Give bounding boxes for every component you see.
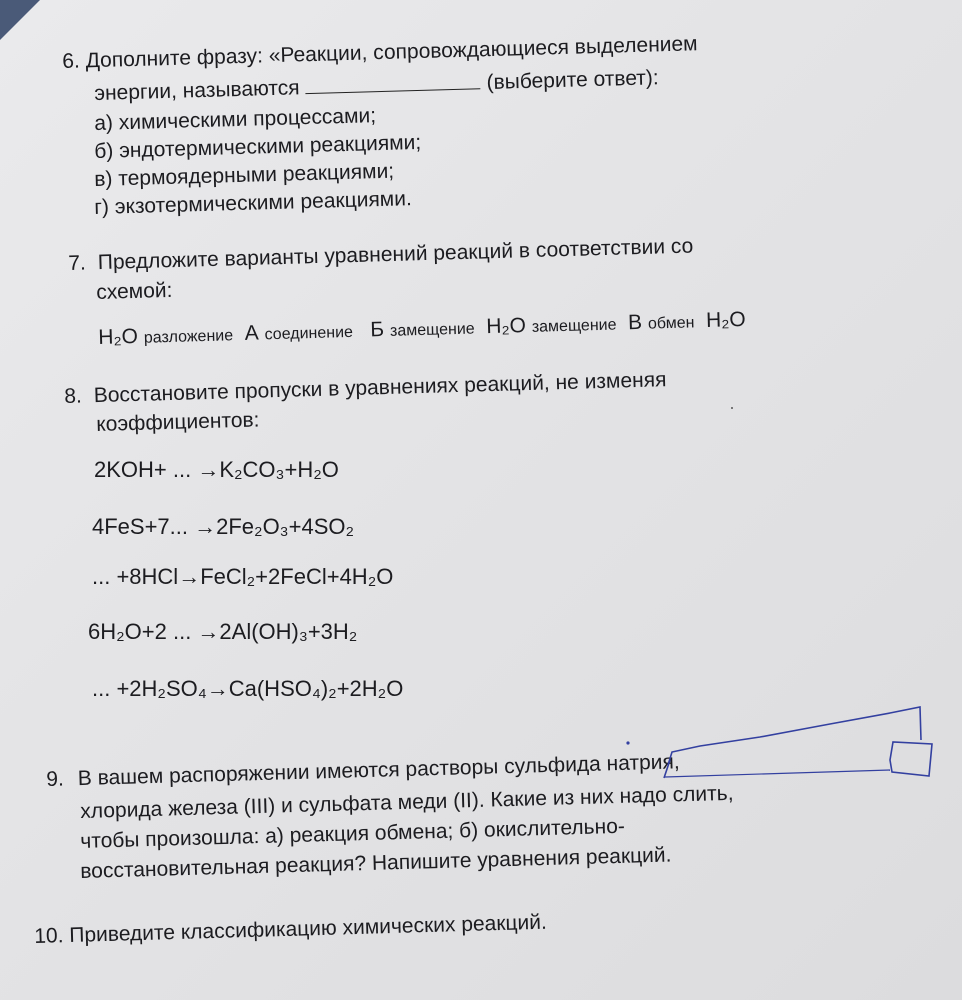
q9-number: 9. xyxy=(46,767,65,791)
q6-text-line1: Дополните фразу: «Реакции, сопровождающиеся выделением xyxy=(85,32,698,73)
scheme-a: А xyxy=(244,321,260,345)
q7-number: 7. xyxy=(68,251,87,275)
scheme-h2o-1: H₂O xyxy=(98,324,139,349)
scheme-substitution-1: замещение xyxy=(389,320,475,340)
q8-equation-4: 6H₂O+2 ... →2Al(OH)₃+3H₂ xyxy=(88,619,358,644)
q6-option-b: б) эндотермическими реакциями; xyxy=(94,130,422,163)
q6-number: 6. xyxy=(62,49,81,73)
q8-equation-2: 4FeS+7... →2Fe₂O₃+4SO₂ xyxy=(92,514,355,539)
q8-text-line2: коэффициентов: xyxy=(96,408,260,436)
scheme-combination: соединение xyxy=(264,323,354,344)
q8-equation-1: 2KOH+ ... →K₂CO₃+H₂O xyxy=(94,457,339,482)
q6-option-c: в) термоядерными реакциями; xyxy=(94,159,395,191)
scheme-h2o-3: H₂O xyxy=(705,307,747,333)
q6-text-line2-start: энергии, называются xyxy=(94,76,300,105)
scheme-decomposition: разложение xyxy=(143,327,234,347)
q10-number: 10. xyxy=(34,924,64,948)
q9-text-line3: чтобы произошла: а) реакция обмена; б) окислительно- xyxy=(80,814,626,853)
q9-text-line2: хлорида железа (III) и сульфата меди (II). Какие из них надо слить, xyxy=(80,781,734,823)
scheme-h2o-2: H₂O xyxy=(485,314,527,339)
scheme-b: Б xyxy=(370,318,385,342)
q10-text: Приведите классификацию химических реакций. xyxy=(69,910,548,948)
q7-text-line1: Предложите варианты уравнений реакций в соответствии со xyxy=(97,234,694,275)
q8-equation-5: ... +2H₂SO₄→Ca(HSO₄)₂+2H₂O xyxy=(92,676,404,701)
q6-option-d: г) экзотермическими реакциями. xyxy=(94,187,413,219)
q7-text-line2: схемой: xyxy=(96,278,173,304)
q6-text-line2-end: (выберите ответ): xyxy=(486,66,660,95)
scheme-exchange: обмен xyxy=(647,314,695,333)
q9-text-line1: В вашем распоряжении имеются растворы сульфида натрия, xyxy=(77,750,680,791)
scheme-v: В xyxy=(627,310,643,335)
q9-text-line4: восстановительная реакция? Напишите уравнения реакций. xyxy=(80,843,672,883)
q8-number: 8. xyxy=(64,384,83,408)
q8-text-line1: Восстановите пропуски в уравнениях реакций, не изменяя xyxy=(93,368,667,408)
scheme-substitution-2: замещение xyxy=(531,316,617,336)
q8-equation-3: ... +8HCl→FeCl₂+2FeCl+4H₂O xyxy=(92,564,394,589)
q6-option-a: а) химическими процессами; xyxy=(94,104,377,135)
